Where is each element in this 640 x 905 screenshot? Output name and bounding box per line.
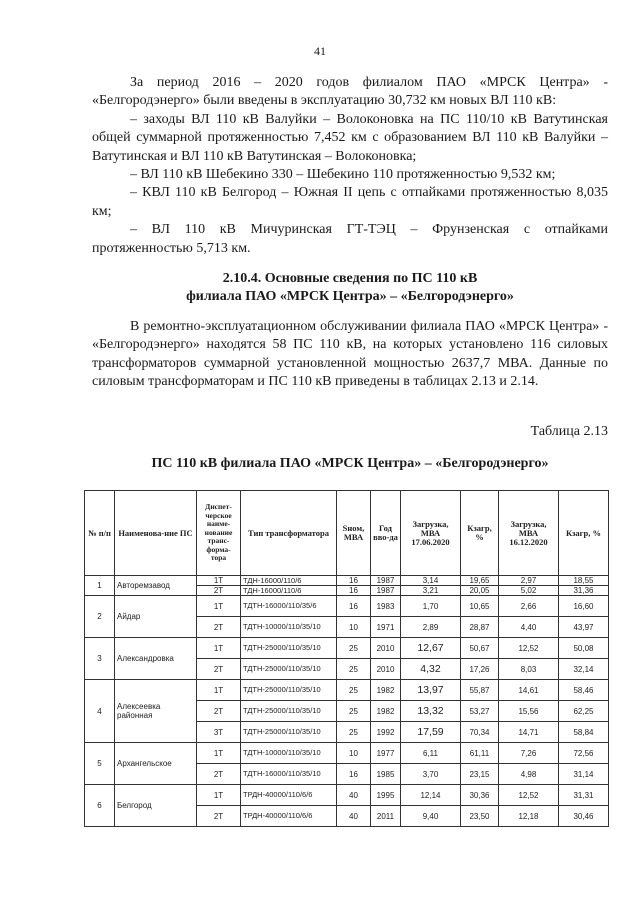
cell-load-june: 12,67	[401, 638, 461, 659]
header-dispatch-name: Диспет-черское наиме-нование транс-форма-тора	[197, 491, 241, 576]
cell-k-dec: 58,84	[559, 722, 609, 743]
cell-snom: 10	[337, 617, 371, 638]
cell-year: 1977	[371, 743, 401, 764]
table-row	[85, 743, 609, 764]
cell-type: ТДТН-16000/110/35/10	[241, 764, 337, 785]
cell-load-dec: 7,26	[499, 743, 559, 764]
section-text-block	[92, 318, 608, 392]
cell-load-june: 12,14	[401, 785, 461, 806]
page-number: 41	[314, 44, 326, 58]
cell-type: ТДТН-10000/110/35/10	[241, 743, 337, 764]
cell-load-dec: 14,61	[499, 680, 559, 701]
cell-year: 1995	[371, 785, 401, 806]
cell-k-june: 28,87	[461, 617, 499, 638]
cell-k-dec: 62,25	[559, 701, 609, 722]
cell-snom: 25	[337, 680, 371, 701]
cell-disp: 1Т	[197, 596, 241, 617]
cell-load-dec: 12,52	[499, 785, 559, 806]
cell-year: 2010	[371, 638, 401, 659]
header-load-june: Загрузка, МВА 17.06.2020	[401, 491, 461, 576]
header-year: Год вво-да	[371, 491, 401, 576]
cell-num: 2	[85, 596, 115, 638]
cell-k-dec: 58,46	[559, 680, 609, 701]
cell-k-dec: 31,31	[559, 785, 609, 806]
cell-load-june: 4,32	[401, 659, 461, 680]
cell-load-june: 13,97	[401, 680, 461, 701]
table-row	[85, 638, 609, 659]
cell-k-june: 17,26	[461, 659, 499, 680]
table-row	[85, 785, 609, 806]
cell-num: 3	[85, 638, 115, 680]
cell-disp: 1Т	[197, 576, 241, 586]
cell-substation-name: Авторемзавод	[115, 576, 197, 596]
cell-load-dec: 5,02	[499, 586, 559, 596]
header-k-dec: Кзагр, %	[559, 491, 609, 576]
cell-snom: 25	[337, 659, 371, 680]
cell-type: ТДН-16000/110/6	[241, 576, 337, 586]
header-type: Тип трансформатора	[241, 491, 337, 576]
cell-load-june: 3,70	[401, 764, 461, 785]
cell-k-june: 30,36	[461, 785, 499, 806]
cell-substation-name: Александровка	[115, 638, 197, 680]
cell-k-june: 10,65	[461, 596, 499, 617]
cell-type: ТДТН-10000/110/35/10	[241, 617, 337, 638]
paragraph: За период 2016 – 2020 годов филиалом ПАО «МРСК Центра» - «Белгородэнерго» были введены в эксплуатацию 30,732 км новых ВЛ 110 кВ:	[92, 75, 608, 109]
cell-k-june: 23,50	[461, 806, 499, 827]
cell-substation-name: Алексеевка районная	[115, 680, 197, 743]
cell-load-dec: 12,52	[499, 638, 559, 659]
table-header-row	[85, 491, 609, 576]
cell-disp: 1Т	[197, 785, 241, 806]
cell-disp: 2Т	[197, 806, 241, 827]
section-heading-line: филиала ПАО «МРСК Центра» – «Белгородэнерго»	[186, 289, 514, 304]
cell-year: 1992	[371, 722, 401, 743]
cell-snom: 16	[337, 596, 371, 617]
cell-load-june: 1,70	[401, 596, 461, 617]
cell-k-june: 19,65	[461, 576, 499, 586]
cell-year: 2011	[371, 806, 401, 827]
cell-k-dec: 16,60	[559, 596, 609, 617]
cell-type: ТДТН-25000/110/35/10	[241, 659, 337, 680]
cell-k-june: 55,87	[461, 680, 499, 701]
section-heading-line: 2.10.4. Основные сведения по ПС 110 кВ	[222, 271, 478, 286]
cell-k-dec: 31,36	[559, 586, 609, 596]
cell-snom: 40	[337, 806, 371, 827]
cell-year: 1987	[371, 576, 401, 586]
paragraph: – ВЛ 110 кВ Мичуринская ГТ-ТЭЦ – Фрунзенская с отпайками протяженностью 5,713 км.	[92, 222, 608, 256]
cell-num: 5	[85, 743, 115, 785]
cell-k-dec: 43,97	[559, 617, 609, 638]
cell-num: 6	[85, 785, 115, 827]
cell-disp: 1Т	[197, 743, 241, 764]
paragraph: – ВЛ 110 кВ Шебекино 330 – Шебекино 110 протяженностью 9,532 км;	[130, 167, 556, 183]
cell-load-june: 13,32	[401, 701, 461, 722]
header-load-dec: Загрузка, МВА 16.12.2020	[499, 491, 559, 576]
cell-load-june: 17,59	[401, 722, 461, 743]
cell-k-june: 20,05	[461, 586, 499, 596]
cell-snom: 25	[337, 701, 371, 722]
cell-snom: 16	[337, 576, 371, 586]
cell-year: 1982	[371, 680, 401, 701]
cell-disp: 3Т	[197, 722, 241, 743]
cell-type: ТДТН-25000/110/35/10	[241, 722, 337, 743]
cell-k-june: 61,11	[461, 743, 499, 764]
header-num: № п/п	[85, 491, 115, 576]
cell-load-dec: 4,98	[499, 764, 559, 785]
cell-disp: 1Т	[197, 638, 241, 659]
cell-load-june: 9,40	[401, 806, 461, 827]
cell-load-dec: 15,56	[499, 701, 559, 722]
header-snom: Sном, МВА	[337, 491, 371, 576]
cell-k-june: 70,34	[461, 722, 499, 743]
table-title: ПС 110 кВ филиала ПАО «МРСК Центра» – «Белгородэнерго»	[151, 456, 549, 471]
cell-load-june: 3,14	[401, 576, 461, 586]
header-k-june: Кзагр, %	[461, 491, 499, 576]
cell-load-june: 6,11	[401, 743, 461, 764]
substations-table	[84, 490, 609, 827]
header-name: Наименова-ние ПС	[115, 491, 197, 576]
cell-year: 1985	[371, 764, 401, 785]
table-row	[85, 596, 609, 617]
cell-load-dec: 2,97	[499, 576, 559, 586]
cell-type: ТРДН-40000/110/6/6	[241, 806, 337, 827]
cell-load-june: 3,21	[401, 586, 461, 596]
cell-load-dec: 8,03	[499, 659, 559, 680]
cell-snom: 10	[337, 743, 371, 764]
cell-load-dec: 2,66	[499, 596, 559, 617]
cell-disp: 1Т	[197, 680, 241, 701]
cell-load-june: 2,89	[401, 617, 461, 638]
cell-snom: 25	[337, 722, 371, 743]
cell-type: ТДТН-25000/110/35/10	[241, 638, 337, 659]
intro-text-block	[92, 74, 608, 258]
cell-type: ТДТН-25000/110/35/10	[241, 701, 337, 722]
section-paragraph: В ремонтно-эксплуатационном обслуживании филиала ПАО «МРСК Центра» - «Белгородэнерго» находятся 58 ПС 110 кВ, на которых установлено 116 силовых трансформаторов суммарной установленной мощностью 2637,7 МВА. Данные по силовым трансформаторам и ПС 110 кВ приведены в таблицах 2.13 и 2.14.	[92, 319, 608, 390]
cell-k-june: 50,67	[461, 638, 499, 659]
cell-num: 4	[85, 680, 115, 743]
cell-disp: 2Т	[197, 659, 241, 680]
cell-snom: 16	[337, 764, 371, 785]
cell-load-dec: 12,18	[499, 806, 559, 827]
cell-type: ТДТН-25000/110/35/10	[241, 680, 337, 701]
cell-disp: 2Т	[197, 764, 241, 785]
section-heading	[92, 270, 608, 306]
table-row	[85, 680, 609, 701]
table-row	[85, 576, 609, 586]
paragraph: – заходы ВЛ 110 кВ Валуйки – Волоконовка на ПС 110/10 кВ Ватутинская общей суммарной протяженностью 7,452 км с образованием ВЛ 110 кВ Валуйки – Ватутинская и ВЛ 110 кВ Ватутинская – Волоконовка;	[92, 111, 608, 164]
cell-k-dec: 72,56	[559, 743, 609, 764]
cell-year: 2010	[371, 659, 401, 680]
cell-num: 1	[85, 576, 115, 596]
cell-snom: 40	[337, 785, 371, 806]
cell-type: ТРДН-40000/110/6/6	[241, 785, 337, 806]
cell-year: 1971	[371, 617, 401, 638]
table-label: Таблица 2.13	[530, 424, 608, 439]
cell-substation-name: Белгород	[115, 785, 197, 827]
cell-type: ТДН-16000/110/6	[241, 586, 337, 596]
cell-year: 1983	[371, 596, 401, 617]
paragraph: – КВЛ 110 кВ Белгород – Южная II цепь с отпайками протяженностью 8,035 км;	[92, 185, 608, 219]
cell-substation-name: Айдар	[115, 596, 197, 638]
cell-k-dec: 31,14	[559, 764, 609, 785]
cell-disp: 2Т	[197, 586, 241, 596]
cell-disp: 2Т	[197, 617, 241, 638]
cell-load-dec: 4,40	[499, 617, 559, 638]
cell-year: 1982	[371, 701, 401, 722]
cell-substation-name: Архангельское	[115, 743, 197, 785]
cell-snom: 16	[337, 586, 371, 596]
cell-k-june: 23,15	[461, 764, 499, 785]
cell-year: 1987	[371, 586, 401, 596]
cell-disp: 2Т	[197, 701, 241, 722]
cell-k-dec: 18,55	[559, 576, 609, 586]
cell-type: ТДТН-16000/110/35/6	[241, 596, 337, 617]
cell-snom: 25	[337, 638, 371, 659]
cell-k-june: 53,27	[461, 701, 499, 722]
cell-load-dec: 14,71	[499, 722, 559, 743]
cell-k-dec: 32,14	[559, 659, 609, 680]
cell-k-dec: 50,08	[559, 638, 609, 659]
cell-k-dec: 30,46	[559, 806, 609, 827]
